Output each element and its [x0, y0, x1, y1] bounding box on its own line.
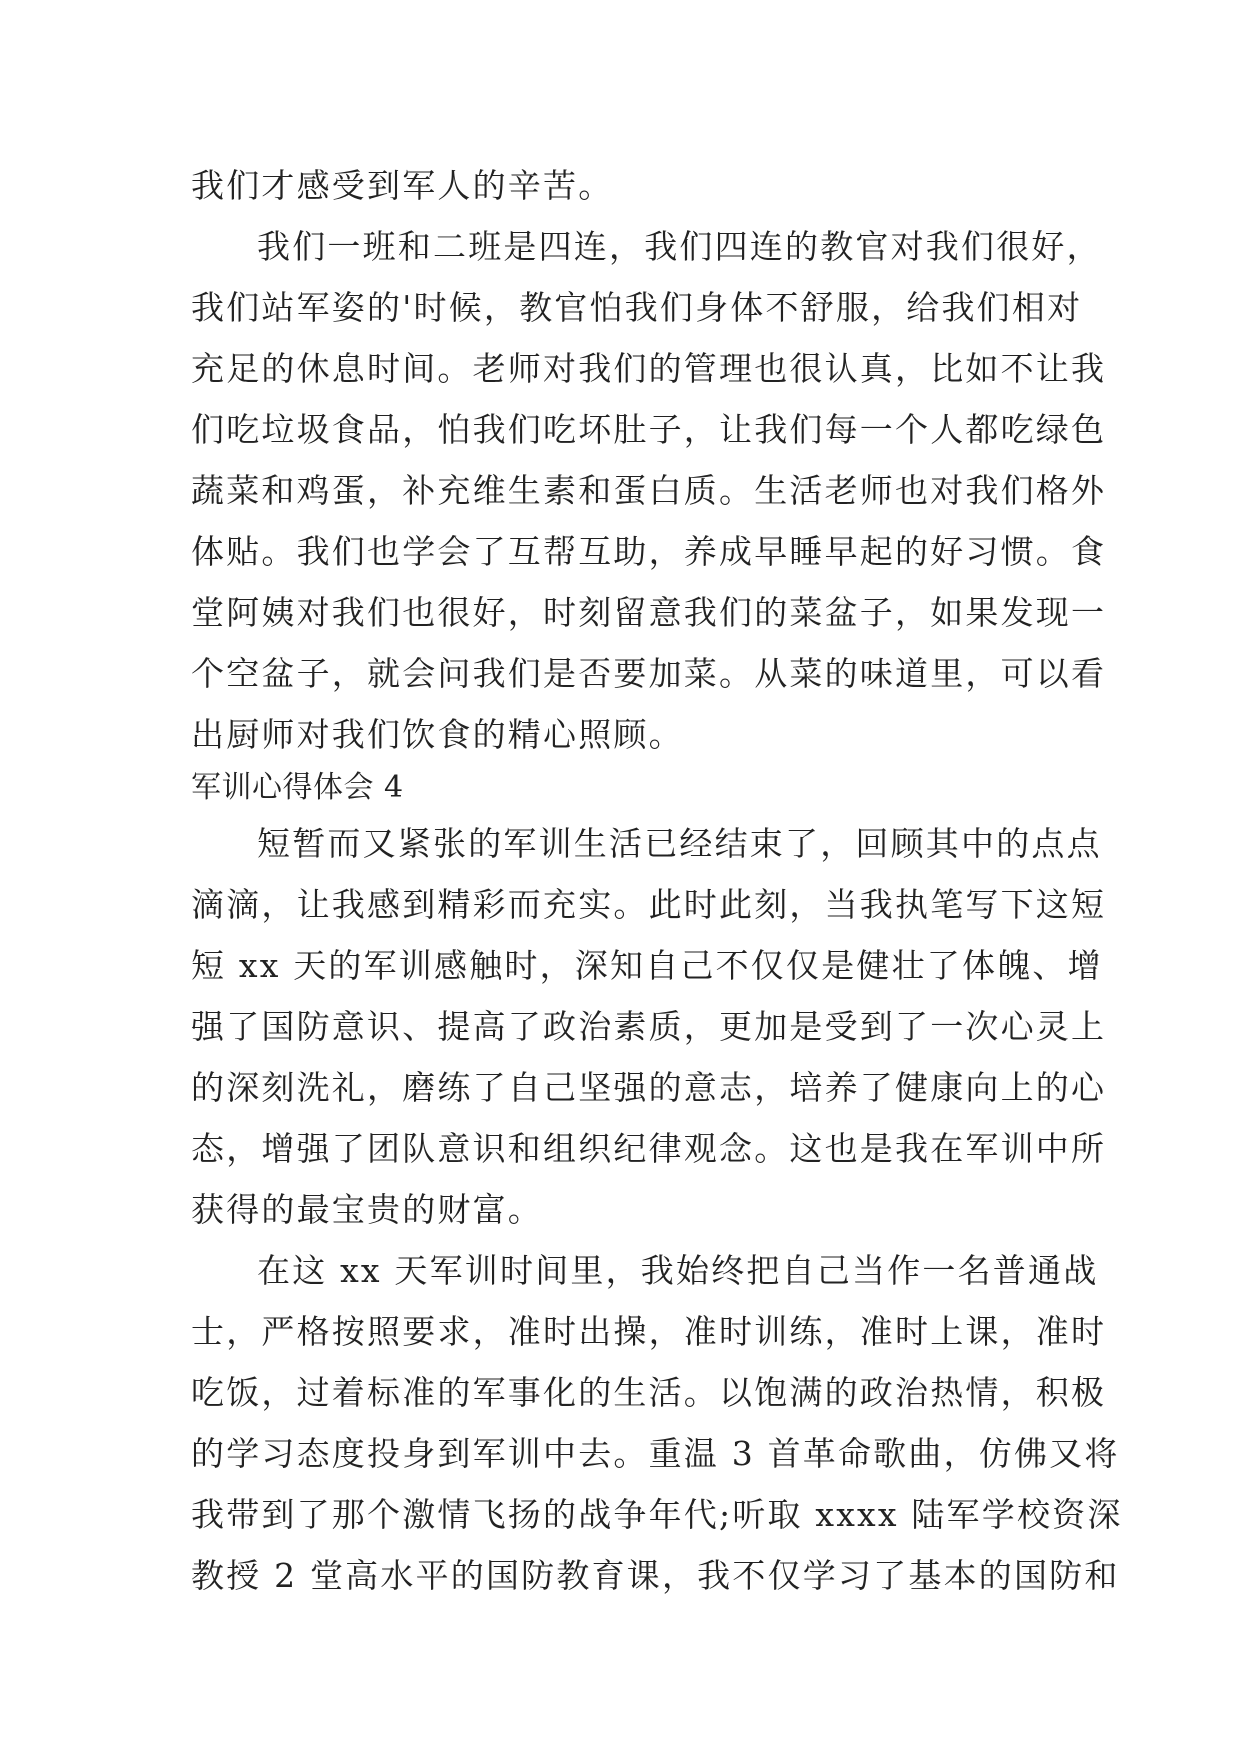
text-line: 个空盆子，就会问我们是否要加菜。从菜的味道里，可以看 — [191, 654, 1107, 693]
text-line: 态，增强了团队意识和组织纪律观念。这也是我在军训中所 — [191, 1129, 1107, 1168]
text-line: 出厨师对我们饮食的精心照顾。 — [191, 715, 684, 754]
text-line: 获得的最宝贵的财富。 — [191, 1190, 543, 1229]
text-line: 强了国防意识、提高了政治素质，更加是受到了一次心灵上 — [191, 1007, 1107, 1046]
text-line: 充足的休息时间。老师对我们的管理也很认真，比如不让我 — [191, 349, 1107, 388]
text-line: 在这 xx 天军训时间里，我始终把自己当作一名普通战 — [257, 1251, 1099, 1290]
text-line: 短 xx 天的军训感触时，深知自己不仅仅是健壮了体魄、增 — [191, 946, 1103, 985]
text-line: 短暂而又紧张的军训生活已经结束了，回顾其中的点点 — [257, 824, 1102, 863]
text-line: 我们站军姿的'时候，教官怕我们身体不舒服，给我们相对 — [191, 288, 1083, 327]
text-line: 体贴。我们也学会了互帮互助，养成早睡早起的好习惯。食 — [191, 532, 1107, 571]
text-line: 蔬菜和鸡蛋，补充维生素和蛋白质。生活老师也对我们格外 — [191, 471, 1107, 510]
text-line: 我们才感受到军人的辛苦。 — [191, 166, 614, 205]
text-line: 士，严格按照要求，准时出操，准时训练，准时上课，准时 — [191, 1312, 1107, 1351]
text-line: 堂阿姨对我们也很好，时刻留意我们的菜盆子，如果发现一 — [191, 593, 1107, 632]
text-line: 教授 2 堂高水平的国防教育课，我不仅学习了基本的国防和 — [191, 1556, 1120, 1595]
section-heading: 军训心得体会 4 — [191, 770, 404, 805]
text-line: 吃饭，过着标准的军事化的生活。以饱满的政治热情，积极 — [191, 1373, 1107, 1412]
text-line: 的学习态度投身到军训中去。重温 3 首革命歌曲，仿佛又将 — [191, 1434, 1120, 1473]
text-line: 们吃垃圾食品，怕我们吃坏肚子，让我们每一个人都吃绿色 — [191, 410, 1107, 449]
text-line: 我们一班和二班是四连，我们四连的教官对我们很好， — [257, 227, 1102, 266]
text-line: 滴滴，让我感到精彩而充实。此时此刻，当我执笔写下这短 — [191, 885, 1107, 924]
text-line: 的深刻洗礼，磨练了自己坚强的意志，培养了健康向上的心 — [191, 1068, 1107, 1107]
text-line: 我带到了那个激情飞扬的战争年代;听取 xxxx 陆军学校资深 — [191, 1495, 1123, 1534]
